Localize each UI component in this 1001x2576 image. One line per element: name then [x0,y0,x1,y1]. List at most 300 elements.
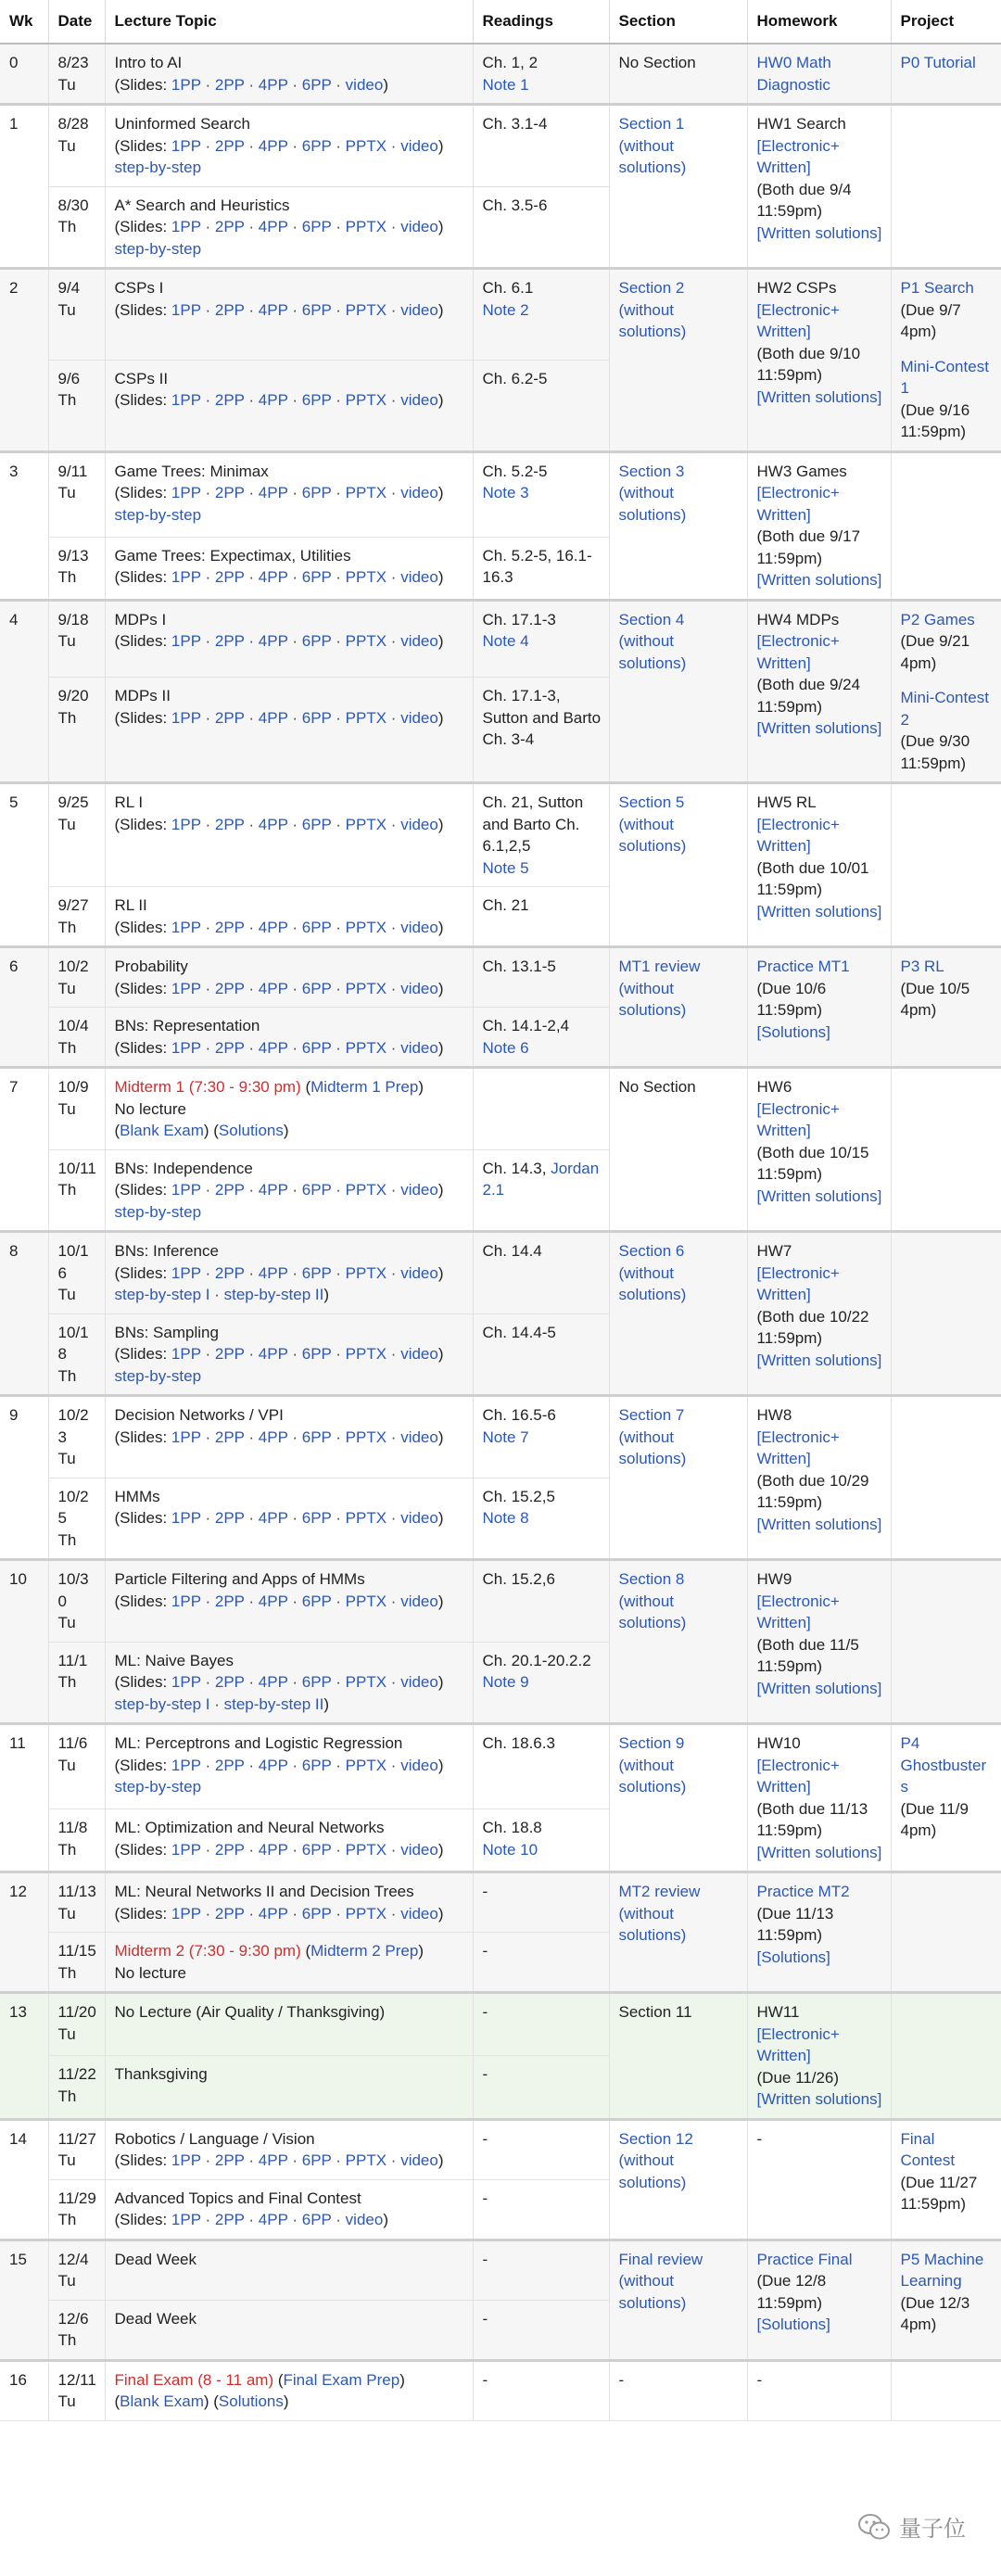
slide-link-pptx[interactable]: PPTX [345,632,387,650]
slide-link-2pp[interactable]: 2PP [214,1181,245,1199]
slide-link-1pp[interactable]: 1PP [171,1673,201,1691]
slide-link-2pp[interactable]: 2PP [214,136,245,155]
slide-link-2pp[interactable]: 2PP [214,1904,245,1922]
slide-link-4pp[interactable]: 4PP [258,1428,288,1446]
reading-text: Ch. 21, Sutton and Barto Ch. 6.1,2,5 [482,793,584,855]
slide-link-4pp[interactable]: 4PP [258,484,288,501]
table-row [0,1396,1001,1478]
section-link-section-1[interactable]: Section 1 [618,115,685,133]
slide-link-6pp[interactable]: 6PP [301,1756,332,1774]
slide-link-4pp[interactable]: 4PP [258,632,288,650]
reading-text: Ch. 13.1-5 [482,958,556,975]
slide-link-1pp[interactable]: 1PP [171,218,201,235]
slide-link-video[interactable]: video [400,218,438,235]
section-link-section-2[interactable]: Section 2 [618,279,685,297]
section-link-without-solutions[interactable]: (without solutions) [618,136,687,176]
project-link-final-contest[interactable]: Final Contest [900,2129,956,2169]
homework-text: (Both due 10/22 11:59pm) [756,1307,869,1347]
reading-link-note-7[interactable]: Note 7 [482,1428,529,1446]
section-link-final-review[interactable]: Final review [618,2250,703,2268]
homework-link-electronic-written[interactable]: [Electronic+ Written] [756,484,840,524]
homework-link-electronic-written[interactable]: [Electronic+ Written] [756,1263,840,1303]
section-link-without-solutions[interactable]: (without solutions) [618,1904,687,1944]
slide-link-1pp[interactable]: 1PP [171,815,201,833]
slide-link-4pp[interactable]: 4PP [258,218,288,235]
slide-link-video[interactable]: video [345,2211,384,2228]
separator: · [331,136,346,155]
slides-label: (Slides: [114,1428,171,1446]
exam-prep-link[interactable]: Midterm 2 Prep [310,1942,419,1960]
section-link-without-solutions[interactable]: (without solutions) [618,1263,687,1303]
slide-link-pptx[interactable]: PPTX [345,1756,387,1774]
step-by-step-link[interactable]: step-by-step [114,239,202,258]
slide-link-1pp[interactable]: 1PP [171,2211,201,2228]
slide-link-4pp[interactable]: 4PP [258,136,288,155]
slide-link-6pp[interactable]: 6PP [301,1840,332,1859]
homework-link-written-solutions[interactable]: [Written solutions] [756,719,882,737]
slide-link-2pp[interactable]: 2PP [214,979,245,997]
slide-link-4pp[interactable]: 4PP [258,979,288,997]
slides-close: ) [437,300,444,319]
slide-link-video[interactable]: video [400,1345,438,1363]
homework-link-electronic-written[interactable]: [Electronic+ Written] [756,632,840,672]
slide-link-video[interactable]: video [400,391,438,410]
slide-link-pptx[interactable]: PPTX [345,300,387,319]
exam-prep-link[interactable]: Final Exam Prep [283,2370,400,2389]
section-link-without-solutions[interactable]: (without solutions) [618,1428,687,1467]
project-link-p0-tutorial[interactable]: P0 Tutorial [900,54,976,71]
homework-link-written-solutions[interactable]: [Written solutions] [756,1515,882,1533]
section-link-section-7[interactable]: Section 7 [618,1406,685,1424]
project-cell [891,947,1001,1068]
section-link-without-solutions[interactable]: (without solutions) [618,1592,687,1631]
slide-link-6pp[interactable]: 6PP [301,1345,332,1363]
slide-link-pptx[interactable]: PPTX [345,391,387,410]
slide-link-6pp[interactable]: 6PP [301,2211,332,2228]
step-by-step-2-link[interactable]: step-by-step II [223,1694,324,1713]
slide-link-1pp[interactable]: 1PP [171,979,201,997]
slide-link-2pp[interactable]: 2PP [214,1756,245,1774]
slide-link-1pp[interactable]: 1PP [171,568,201,587]
slide-link-video[interactable]: video [400,815,438,833]
step-by-step-1-link[interactable]: step-by-step I [114,1286,210,1303]
slide-link-2pp[interactable]: 2PP [214,391,245,410]
slide-link-6pp[interactable]: 6PP [301,391,332,410]
homework-text: HW10 [756,1734,801,1752]
reading-link-note-1[interactable]: Note 1 [482,75,529,94]
slide-link-2pp[interactable]: 2PP [214,1038,245,1057]
slide-link-video[interactable]: video [400,484,438,501]
project-link-p3-rl[interactable]: P3 RL [900,958,944,975]
homework-link-solutions[interactable]: [Solutions] [756,1022,830,1041]
homework-line [757,1263,883,1306]
slide-link-1pp[interactable]: 1PP [171,1345,201,1363]
homework-link-electronic-written[interactable]: [Electronic+ Written] [756,300,840,340]
section-link-mt1-review[interactable]: MT1 review [618,958,701,975]
slide-link-pptx[interactable]: PPTX [345,708,387,727]
slide-link-6pp[interactable]: 6PP [301,484,332,501]
homework-link-written-solutions[interactable]: [Written solutions] [756,2090,882,2108]
homework-link-solutions[interactable]: [Solutions] [756,2316,830,2333]
slide-link-4pp[interactable]: 4PP [258,75,288,94]
slide-link-pptx[interactable]: PPTX [345,1840,387,1859]
homework-line [757,52,883,95]
slide-link-4pp[interactable]: 4PP [258,391,288,410]
slide-link-4pp[interactable]: 4PP [258,300,288,319]
slide-link-pptx[interactable]: PPTX [345,568,387,587]
slide-link-2pp[interactable]: 2PP [214,2211,245,2228]
slide-link-pptx[interactable]: PPTX [345,484,387,501]
slide-link-pptx[interactable]: PPTX [345,1181,387,1199]
project-link-p4-ghostbusters[interactable]: P4 Ghostbusters [900,1734,987,1796]
slide-link-1pp[interactable]: 1PP [171,136,201,155]
readings [473,2300,609,2360]
slide-link-2pp[interactable]: 2PP [214,1345,245,1363]
section-link-section-8[interactable]: Section 8 [618,1570,685,1588]
step-by-step-2-link[interactable]: step-by-step II [223,1286,324,1303]
slide-link-video[interactable]: video [400,979,438,997]
slide-link-2pp[interactable]: 2PP [214,1428,245,1446]
slide-link-6pp[interactable]: 6PP [301,632,332,650]
slide-link-4pp[interactable]: 4PP [258,1038,288,1057]
watermark [858,2510,966,2543]
slide-link-2pp[interactable]: 2PP [214,1509,245,1527]
homework-text: HW8 [756,1406,792,1424]
slide-link-6pp[interactable]: 6PP [301,1592,332,1610]
step-by-step-link[interactable]: step-by-step [114,1778,202,1796]
slide-link-video[interactable]: video [400,1840,438,1859]
slide-link-6pp[interactable]: 6PP [301,75,332,94]
blank-exam-link[interactable]: Blank Exam [120,1122,204,1139]
slide-link-2pp[interactable]: 2PP [214,1263,245,1282]
homework-link-electronic-written[interactable]: [Electronic+ Written] [756,1428,840,1467]
slide-link-4pp[interactable]: 4PP [258,2211,288,2228]
slide-link-pptx[interactable]: PPTX [345,1428,387,1446]
project-link-p1-search[interactable]: P1 Search [900,279,974,297]
slide-link-video[interactable]: video [400,1509,438,1527]
section-link-mt2-review[interactable]: MT2 review [618,1883,701,1900]
slide-link-2pp[interactable]: 2PP [214,218,245,235]
slide-link-1pp[interactable]: 1PP [171,484,201,501]
slide-link-video[interactable]: video [400,1038,438,1057]
slide-link-video[interactable]: video [400,2151,438,2169]
slide-link-1pp[interactable]: 1PP [171,391,201,410]
slide-link-video[interactable]: video [400,1428,438,1446]
section-link-without-solutions[interactable]: (without solutions) [618,2272,687,2312]
slide-link-4pp[interactable]: 4PP [258,1181,288,1199]
slide-link-1pp[interactable]: 1PP [171,1263,201,1282]
slide-link-4pp[interactable]: 4PP [258,1592,288,1610]
blank-exam-link[interactable]: Blank Exam [120,2392,204,2410]
slide-link-6pp[interactable]: 6PP [301,918,332,936]
slide-link-6pp[interactable]: 6PP [301,218,332,235]
homework-link-electronic-written[interactable]: [Electronic+ Written] [756,1099,840,1139]
exam-solutions-link[interactable]: Solutions [218,1122,284,1139]
homework-line [757,1755,883,1798]
homework-link-written-solutions[interactable]: [Written solutions] [756,571,882,589]
slide-link-6pp[interactable]: 6PP [301,979,332,997]
section-line [619,1732,740,1755]
reading-link-note-2[interactable]: Note 2 [482,300,529,319]
homework-link-electronic-written[interactable]: [Electronic+ Written] [756,1592,840,1631]
section-line [619,609,740,631]
reading-link-note-5[interactable]: Note 5 [482,858,529,877]
homework-link-electronic-written[interactable]: [Electronic+ Written] [756,1756,840,1796]
slide-link-pptx[interactable]: PPTX [345,218,387,235]
slide-link-6pp[interactable]: 6PP [301,1428,332,1446]
separator: · [331,2211,346,2228]
homework-link-written-solutions[interactable]: [Written solutions] [756,902,882,920]
reading-text: Ch. 14.3, [482,1159,551,1177]
week-number: 11 [0,1724,48,1872]
section-link-section-5[interactable]: Section 5 [618,793,685,811]
slide-link-video[interactable]: video [400,1181,438,1199]
slide-link-4pp[interactable]: 4PP [258,708,288,727]
slide-link-video[interactable]: video [400,300,438,319]
homework-link-electronic-written[interactable]: [Electronic+ Written] [756,136,840,176]
slide-link-1pp[interactable]: 1PP [171,708,201,727]
slide-link-4pp[interactable]: 4PP [258,1345,288,1363]
slide-link-4pp[interactable]: 4PP [258,1509,288,1527]
date-value: 10/25 [57,1487,89,1527]
homework-link-solutions[interactable]: [Solutions] [756,1948,830,1966]
section-link-without-solutions[interactable]: (without solutions) [618,484,687,524]
homework-link-hw0-math-diagnostic[interactable]: HW0 Math Diagnostic [756,54,831,94]
section-link-without-solutions[interactable]: (without solutions) [618,979,687,1019]
step-by-step-link[interactable]: step-by-step [114,1366,202,1385]
slide-link-1pp[interactable]: 1PP [171,1592,201,1610]
weekday: Th [57,1530,77,1549]
slide-link-pptx[interactable]: PPTX [345,1038,387,1057]
slides-label: (Slides: [114,218,171,235]
weekday: Th [57,1181,77,1199]
slide-link-4pp[interactable]: 4PP [258,568,288,587]
slide-link-6pp[interactable]: 6PP [301,1181,332,1199]
reading-text: Ch. 15.2,6 [482,1570,555,1588]
separator: · [287,1509,302,1527]
slide-link-pptx[interactable]: PPTX [345,979,387,997]
step-by-step-link[interactable]: step-by-step [114,159,202,176]
section-link-without-solutions[interactable]: (without solutions) [618,815,687,855]
project-cell [891,1872,1001,1993]
slide-link-2pp[interactable]: 2PP [214,918,245,936]
week-number: 5 [0,783,48,947]
slide-link-pptx[interactable]: PPTX [345,815,387,833]
slide-link-6pp[interactable]: 6PP [301,136,332,155]
reading-link-note-6[interactable]: Note 6 [482,1038,529,1057]
topic-title: RL I [114,793,144,811]
slide-link-2pp[interactable]: 2PP [214,2151,245,2169]
homework-text: HW1 Search [756,115,846,133]
slide-link-2pp[interactable]: 2PP [214,708,245,727]
slide-link-1pp[interactable]: 1PP [171,1038,201,1057]
section-link-without-solutions[interactable]: (without solutions) [618,300,687,340]
date-value: 11/13 [57,1883,96,1900]
section-link-without-solutions[interactable]: (without solutions) [618,2151,687,2191]
separator: · [386,1509,401,1527]
lecture-date [48,1232,105,1314]
slide-link-1pp[interactable]: 1PP [171,1840,201,1859]
no-lecture-note: No lecture [114,1963,186,1982]
slide-link-4pp[interactable]: 4PP [258,1840,288,1859]
separator: · [331,1345,346,1363]
reading-link-note-4[interactable]: Note 4 [482,632,529,650]
slide-link-pptx[interactable]: PPTX [345,1673,387,1691]
slide-link-video[interactable]: video [400,136,438,155]
date-value: 10/30 [57,1570,89,1610]
slide-link-6pp[interactable]: 6PP [301,1263,332,1282]
homework-link-practice-final[interactable]: Practice Final [756,2250,853,2268]
step-by-step-link[interactable]: step-by-step [114,505,202,524]
section-link-section-4[interactable]: Section 4 [618,610,685,628]
section-link-without-solutions[interactable]: (without solutions) [618,632,687,672]
paren: ) [399,2370,405,2389]
slide-link-6pp[interactable]: 6PP [301,1904,332,1922]
slide-link-1pp[interactable]: 1PP [171,1509,201,1527]
lecture-topic [105,1478,473,1560]
slide-link-2pp[interactable]: 2PP [214,815,245,833]
slide-link-pptx[interactable]: PPTX [345,1509,387,1527]
separator: · [287,484,302,501]
separator: · [287,2211,302,2228]
slide-link-1pp[interactable]: 1PP [171,1756,201,1774]
slide-link-2pp[interactable]: 2PP [214,1592,245,1610]
homework-link-practice-mt2[interactable]: Practice MT2 [756,1883,850,1900]
slide-link-6pp[interactable]: 6PP [301,1509,332,1527]
slide-link-pptx[interactable]: PPTX [345,1345,387,1363]
slide-link-1pp[interactable]: 1PP [171,2151,201,2169]
slide-link-4pp[interactable]: 4PP [258,1673,288,1691]
homework-link-written-solutions[interactable]: [Written solutions] [756,387,882,406]
slide-link-6pp[interactable]: 6PP [301,708,332,727]
topic-title: Thanksgiving [114,2065,208,2084]
section-link-section-3[interactable]: Section 3 [618,462,685,480]
homework-link-written-solutions[interactable]: [Written solutions] [756,223,882,242]
homework-link-written-solutions[interactable]: [Written solutions] [756,1843,882,1861]
slide-link-6pp[interactable]: 6PP [301,2151,332,2169]
slide-link-1pp[interactable]: 1PP [171,1428,201,1446]
slide-link-6pp[interactable]: 6PP [301,300,332,319]
exam-solutions-link[interactable]: Solutions [218,2392,284,2410]
slide-link-video[interactable]: video [400,1756,438,1774]
reading-link-jordan-2-1[interactable]: Jordan 2.1 [482,1159,600,1199]
section-link-without-solutions[interactable]: (without solutions) [618,1756,687,1796]
section-link-section-12[interactable]: Section 12 [618,2129,693,2148]
slide-link-video[interactable]: video [400,1673,438,1691]
homework-link-electronic-written[interactable]: [Electronic+ Written] [756,815,840,855]
slide-link-1pp[interactable]: 1PP [171,1181,201,1199]
slide-link-2pp[interactable]: 2PP [214,632,245,650]
slide-link-pptx[interactable]: PPTX [345,918,387,936]
slide-link-pptx[interactable]: PPTX [345,1904,387,1922]
table-row [0,1993,1001,2056]
slide-link-6pp[interactable]: 6PP [301,1673,332,1691]
slide-link-video[interactable]: video [345,75,384,94]
project-cell [891,600,1001,783]
table-row [0,269,1001,361]
slide-link-4pp[interactable]: 4PP [258,918,288,936]
lecture-date [48,1809,105,1872]
step-by-step-1-link[interactable]: step-by-step I [114,1694,210,1713]
homework-link-written-solutions[interactable]: [Written solutions] [756,1351,882,1369]
slide-link-pptx[interactable]: PPTX [345,136,387,155]
slide-link-1pp[interactable]: 1PP [171,1904,201,1922]
slides-label: (Slides: [114,391,171,410]
section-line [619,1240,740,1263]
slides-close: ) [437,1904,444,1922]
project-link-p2-games[interactable]: P2 Games [900,610,975,628]
slide-link-6pp[interactable]: 6PP [301,815,332,833]
project-link-mini-contest-2[interactable]: Mini-Contest 2 [900,689,989,729]
slide-link-video[interactable]: video [400,918,438,936]
slide-link-4pp[interactable]: 4PP [258,1263,288,1282]
slides-label: (Slides: [114,1592,171,1610]
homework-cell [747,2240,891,2360]
reading-link-note-9[interactable]: Note 9 [482,1673,529,1691]
paren: ) [283,2392,289,2410]
slide-link-pptx[interactable]: PPTX [345,1592,387,1610]
section-link-section-9[interactable]: Section 9 [618,1734,685,1752]
slide-link-pptx[interactable]: PPTX [345,1263,387,1282]
slide-link-pptx[interactable]: PPTX [345,2151,387,2169]
slide-link-6pp[interactable]: 6PP [301,1038,332,1057]
separator: · [200,815,215,833]
slide-link-2pp[interactable]: 2PP [214,1673,245,1691]
homework-link-electronic-written[interactable]: [Electronic+ Written] [756,2024,840,2064]
slides-close: ) [437,1181,444,1199]
slide-link-2pp[interactable]: 2PP [214,1840,245,1859]
slide-link-4pp[interactable]: 4PP [258,1756,288,1774]
homework-link-written-solutions[interactable]: [Written solutions] [756,1679,882,1697]
slide-link-4pp[interactable]: 4PP [258,815,288,833]
reading-link-note-10[interactable]: Note 10 [482,1840,539,1859]
step-by-step-link[interactable]: step-by-step [114,1202,202,1221]
slide-link-video[interactable]: video [400,708,438,727]
date-value: 8/28 [57,115,89,133]
paren: ) [283,1122,289,1139]
separator: · [331,815,346,833]
slide-link-2pp[interactable]: 2PP [214,568,245,587]
slide-link-6pp[interactable]: 6PP [301,568,332,587]
slide-link-video[interactable]: video [400,632,438,650]
slide-link-2pp[interactable]: 2PP [214,300,245,319]
slide-link-video[interactable]: video [400,568,438,587]
slide-link-4pp[interactable]: 4PP [258,2151,288,2169]
reading-link-note-3[interactable]: Note 3 [482,484,529,501]
slide-link-video[interactable]: video [400,1904,438,1922]
slide-link-4pp[interactable]: 4PP [258,1904,288,1922]
section-cell [609,1872,747,1993]
reading-link-note-8[interactable]: Note 8 [482,1509,529,1527]
slide-link-1pp[interactable]: 1PP [171,632,201,650]
slide-link-video[interactable]: video [400,1592,438,1610]
slide-link-1pp[interactable]: 1PP [171,75,201,94]
slide-link-1pp[interactable]: 1PP [171,918,201,936]
slide-link-2pp[interactable]: 2PP [214,484,245,501]
slide-link-2pp[interactable]: 2PP [214,75,245,94]
slide-link-video[interactable]: video [400,1263,438,1282]
slide-link-1pp[interactable]: 1PP [171,300,201,319]
homework-link-written-solutions[interactable]: [Written solutions] [756,1186,882,1205]
section-link-section-6[interactable]: Section 6 [618,1242,685,1260]
exam-prep-link[interactable]: Midterm 1 Prep [310,1078,419,1096]
homework-link-practice-mt1[interactable]: Practice MT1 [756,958,850,975]
lecture-topic [105,1149,473,1232]
separator: · [386,979,401,997]
project-link-mini-contest-1[interactable]: Mini-Contest 1 [900,357,989,397]
separator: · [331,1509,346,1527]
project-link-p5-machine-learning[interactable]: P5 Machine Learning [900,2250,984,2290]
